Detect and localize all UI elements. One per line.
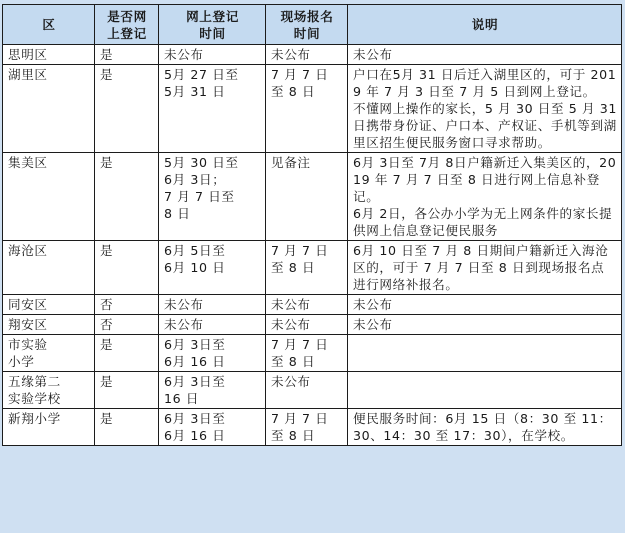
cell-online-registration: 是 [95,372,159,409]
cell-note: 便民服务时间：6月 15 日（8：30 至 11：30、14：30 至 17：30），在学校。 [348,409,622,446]
header-onsite-time: 现场报名 时间 [266,5,348,45]
cell-online-time: 未公布 [159,45,266,65]
cell-online-time: 5月 30 日至 6月 3日； 7 月 7 日至 8 日 [159,153,266,241]
cell-district: 同安区 [3,295,95,315]
cell-online-registration: 是 [95,241,159,295]
cell-online-time: 6月 5日至 6月 10 日 [159,241,266,295]
cell-online-registration: 是 [95,335,159,372]
cell-onsite-time: 未公布 [266,315,348,335]
cell-online-time: 6月 3日至 16 日 [159,372,266,409]
cell-note [348,372,622,409]
table-header-row [3,5,622,45]
cell-online-time: 未公布 [159,295,266,315]
cell-online-registration: 是 [95,409,159,446]
cell-note: 未公布 [348,295,622,315]
table-row [3,153,622,241]
table-row [3,335,622,372]
cell-onsite-time: 未公布 [266,45,348,65]
header-online-registration: 是否网 上登记 [95,5,159,45]
header-note: 说明 [348,5,622,45]
cell-note: 6月 3日至 7月 8日户籍新迁入集美区的，2019 年 7 月 7 日至 8 日进行网上信息补登记。 6月 2日，各公办小学为无上网条件的家长提供网上信息登记便民服务 [348,153,622,241]
cell-district: 海沧区 [3,241,95,295]
cell-district: 新翔小学 [3,409,95,446]
cell-note: 未公布 [348,45,622,65]
table-body [3,45,622,446]
cell-onsite-time: 见备注 [266,153,348,241]
cell-onsite-time: 未公布 [266,372,348,409]
cell-district: 思明区 [3,45,95,65]
header-online-time: 网上登记 时间 [159,5,266,45]
cell-district: 翔安区 [3,315,95,335]
cell-district: 市实验 小学 [3,335,95,372]
table-row [3,45,622,65]
table-row [3,372,622,409]
table-row [3,315,622,335]
cell-onsite-time: 7 月 7 日 至 8 日 [266,65,348,153]
cell-online-registration: 是 [95,153,159,241]
cell-onsite-time: 未公布 [266,295,348,315]
cell-onsite-time: 7 月 7 日 至 8 日 [266,335,348,372]
cell-district: 五缘第二 实验学校 [3,372,95,409]
cell-onsite-time: 7 月 7 日 至 8 日 [266,409,348,446]
cell-online-registration: 否 [95,315,159,335]
table-row [3,409,622,446]
cell-note: 户口在5月 31 日后迁入湖里区的，可于 2019 年 7 月 3 日至 7 月 5 日到网上登记。 不懂网上操作的家长，5 月 30 日至 5 月 31 日携带身份证、户口本、产权证、手机等到湖里区招生便民服务窗口寻求帮助。 [348,65,622,153]
cell-online-registration: 是 [95,45,159,65]
cell-online-time: 未公布 [159,315,266,335]
cell-online-time: 6月 3日至 6月 16 日 [159,409,266,446]
cell-online-time: 6月 3日至 6月 16 日 [159,335,266,372]
table-row [3,65,622,153]
cell-onsite-time: 7 月 7 日 至 8 日 [266,241,348,295]
cell-note [348,335,622,372]
table-row [3,241,622,295]
registration-table [2,4,622,446]
cell-note: 未公布 [348,315,622,335]
cell-online-time: 5月 27 日至 5月 31 日 [159,65,266,153]
table-row [3,295,622,315]
cell-district: 湖里区 [3,65,95,153]
cell-district: 集美区 [3,153,95,241]
header-district: 区 [3,5,95,45]
cell-online-registration: 是 [95,65,159,153]
cell-note: 6月 10 日至 7 月 8 日期间户籍新迁入海沧区的，可于 7 月 7 日至 8 日到现场报名点进行网络补报名。 [348,241,622,295]
cell-online-registration: 否 [95,295,159,315]
